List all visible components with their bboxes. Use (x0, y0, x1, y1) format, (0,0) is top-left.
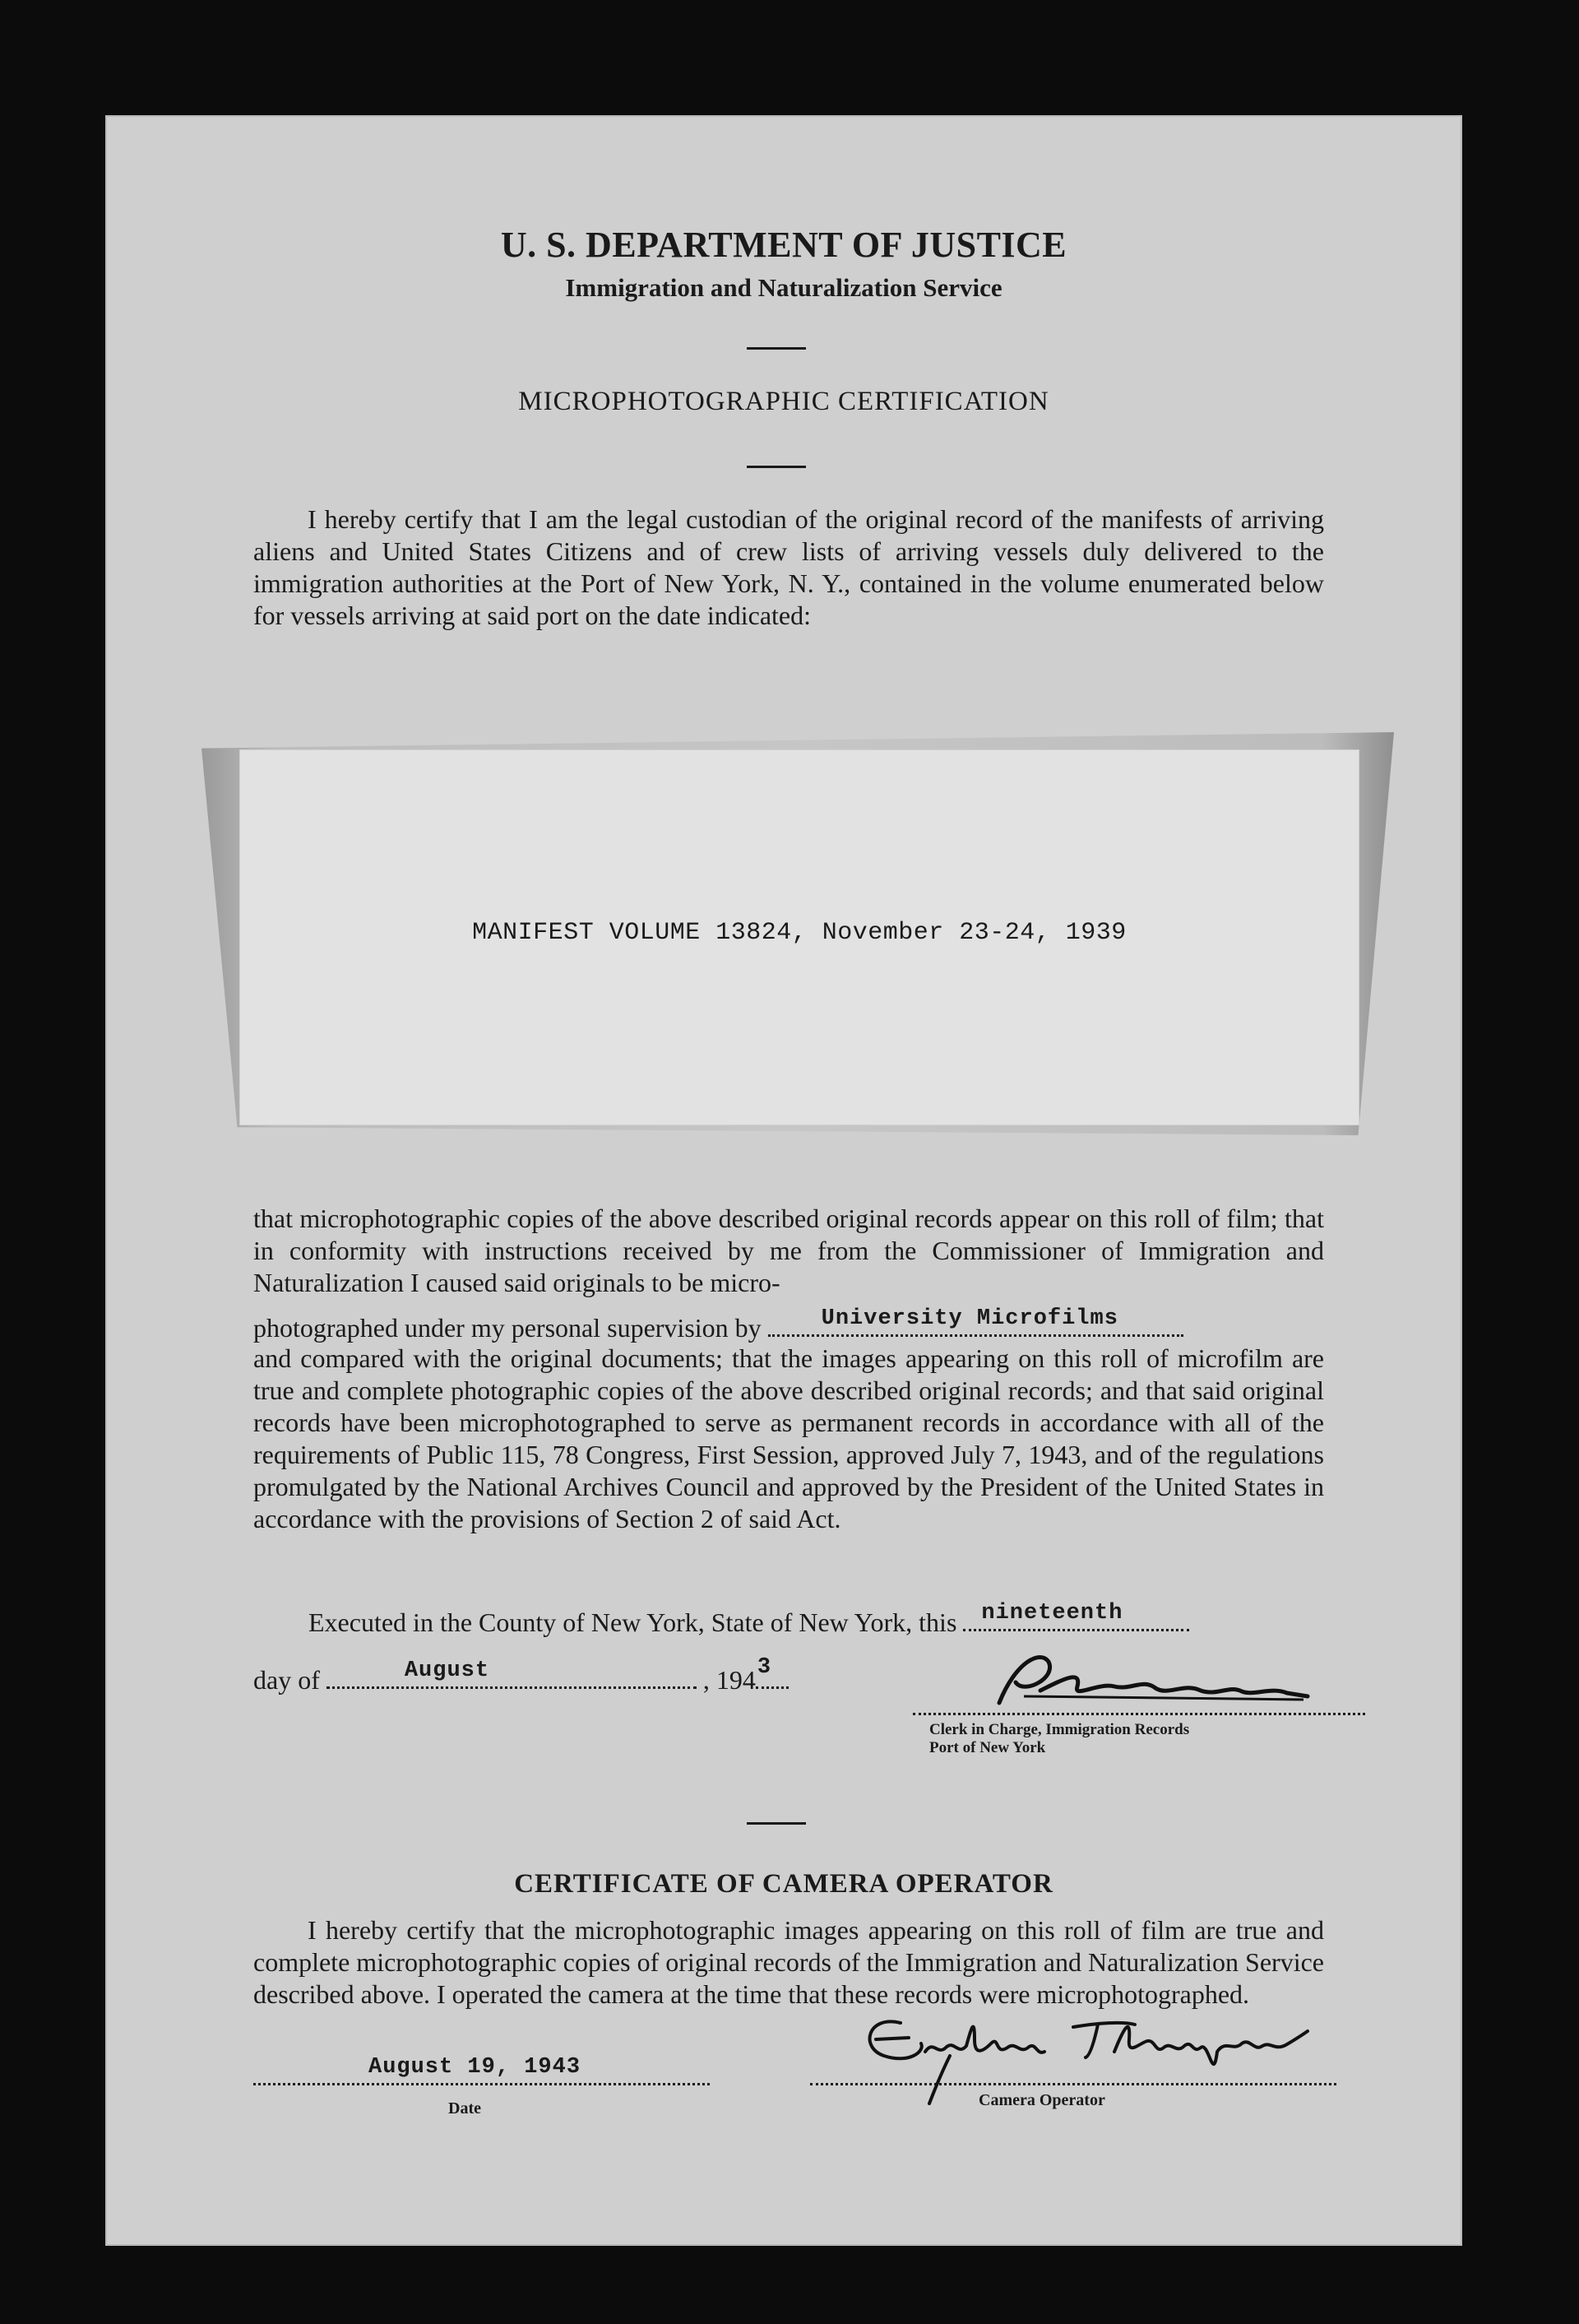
execution-month: August (404, 1658, 490, 1683)
day-of-label: day of (253, 1665, 320, 1695)
body-paragraph-1: that microphotographic copies of the above described original records appear on this roll of film; that in conformity with instructions received by me from the Commissioner of Immigration and Naturalization I caused said originals to be micro- (253, 1204, 1324, 1297)
volume-label (240, 750, 1359, 1125)
operator-label: Camera Operator (979, 2091, 1105, 2109)
certificate-page (105, 115, 1462, 2246)
year-prefix: 194 (715, 1665, 756, 1695)
operator-date: August 19, 1943 (368, 2055, 581, 2080)
divider-heading (747, 466, 806, 468)
executed-day-blank (963, 1601, 1189, 1631)
clerk-title-line2: Port of New York (929, 1739, 1046, 1756)
date-line (253, 2052, 710, 2085)
executed-day: nineteenth (981, 1601, 1123, 1626)
clerk-title-line1: Clerk in Charge, Immigration Records (929, 1721, 1190, 1738)
clerk-signature (991, 1645, 1320, 1711)
date-label: Date (448, 2099, 481, 2118)
operator-signature (851, 2006, 1312, 2105)
year-blank (756, 1655, 789, 1689)
department-title: U. S. DEPARTMENT OF JUSTICE (500, 225, 1067, 265)
operator-certificate-title: CERTIFICATE OF CAMERA OPERATOR (514, 1869, 1053, 1899)
volume-label-text: MANIFEST VOLUME 13824, November 23-24, 1939 (472, 919, 1127, 947)
executed-line (308, 1601, 1189, 1638)
photographer-blank (768, 1306, 1183, 1337)
month-line: day of August , 194 3 (253, 1662, 789, 1695)
divider-bottom (747, 1822, 806, 1825)
executed-prefix: Executed in the County of New York, State of New York, this (308, 1607, 957, 1637)
year-digit: 3 (757, 1655, 772, 1680)
intro-paragraph: I hereby certify that I am the legal custodian of the original record of the manifests of arriving aliens and United States Citizens and of crew lists of arriving vessels duly delivered to the immigration authorities at the Port of New York, N. Y., contained in the volume enumerated below for vessels arriving at said port on the date indicated: (253, 504, 1324, 630)
clerk-signature-line (913, 1670, 1365, 1715)
divider-top (747, 347, 806, 350)
photographer-name: University Microfilms (821, 1306, 1118, 1331)
body-paragraph-2: and compared with the original documents; that the images appearing on this roll of microfilm are true and complete photographic copies of the above described original records; and that said original records have been microphotographed to serve as permanent records in accordance with all of the requirements of Public 115, 78 Congress, First Session, approved July 7, 1943, and of the regulations promulgated by the National Archives Council and approved by the President of the United States in accordance with the provisions of Section 2 of said Act. (253, 1343, 1324, 1533)
photographer-prefix: photographed under my personal supervision by (253, 1313, 762, 1343)
operator-certificate-text: I hereby certify that the microphotographic images appearing on this roll of film are true and complete microphotographic copies of original records of the Immigration and Naturalization Service described above. I operated the camera at the time that these records were microphotographed. (253, 1915, 1324, 2009)
photographer-line (253, 1306, 1183, 1343)
clerk-title (929, 1721, 1189, 1757)
operator-signature-line (810, 2052, 1336, 2085)
certification-heading: MICROPHOTOGRAPHIC CERTIFICATION (518, 387, 1049, 416)
service-subtitle: Immigration and Naturalization Service (565, 273, 1003, 302)
